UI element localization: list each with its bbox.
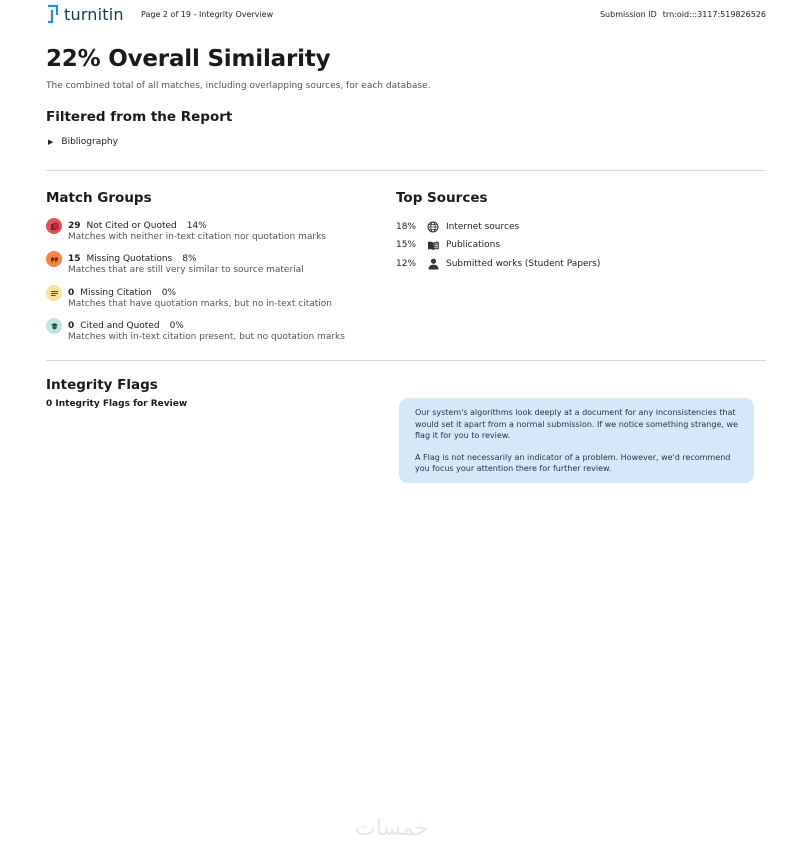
group-description: Matches with neither in-text citation nor quotation marks: [68, 232, 326, 242]
info-paragraph: A Flag is not necessarily an indicator of a problem. However, we'd recommend you focus your attention there for further review.: [415, 452, 731, 473]
source-percent: 18%: [396, 222, 417, 232]
group-label: Cited and Quoted: [80, 321, 160, 331]
info-paragraph: Our system's algorithms look deeply at a document for any inconsistencies that would set it apart from a normal submission. If we notice something strange, we flag it for you to review.: [415, 408, 738, 440]
cited-quoted-icon: [46, 318, 62, 334]
submission-value: trn:oid:::3117:519826526: [662, 10, 766, 19]
logo-text: turnitin: [64, 4, 124, 24]
group-description: Matches that are still very similar to source material: [68, 265, 304, 275]
group-percent: 14%: [186, 221, 207, 231]
not-cited-icon: [46, 218, 62, 234]
divider: [46, 170, 766, 171]
source-label: Internet sources: [446, 222, 520, 232]
page-title: 22% Overall Similarity: [46, 46, 331, 72]
page-subtitle: The combined total of all matches, including overlapping sources, for each database.: [46, 81, 431, 91]
filtered-item-label: Bibliography: [61, 137, 118, 147]
group-count: 29: [68, 221, 81, 231]
submission-id: [600, 10, 766, 19]
missing-citation-icon: [46, 285, 62, 301]
caret-right-icon: ▶: [48, 138, 54, 146]
filtered-heading: Filtered from the Report: [46, 109, 233, 125]
integrity-flags-count: 0 Integrity Flags for Review: [46, 399, 188, 409]
filtered-item-bibliography[interactable]: [48, 137, 118, 147]
match-group-missing-quotations: [46, 252, 366, 275]
group-description: Matches with in-text citation present, but no quotation marks: [68, 332, 345, 342]
source-label: Publications: [446, 240, 501, 250]
group-percent: 0%: [169, 321, 184, 331]
top-sources-heading: Top Sources: [396, 190, 488, 206]
integrity-info-box: [399, 398, 754, 483]
group-label: Not Cited or Quoted: [86, 221, 177, 231]
turnitin-logo-icon: [46, 4, 60, 24]
source-submitted-works: [396, 257, 600, 271]
group-count: 0: [68, 288, 75, 298]
group-count: 15: [68, 254, 81, 264]
page-info: Page 2 of 19 - Integrity Overview: [141, 10, 274, 19]
person-icon: [426, 257, 440, 271]
group-description: Matches that have quotation marks, but no in-text citation: [68, 299, 332, 309]
integrity-flags-heading: Integrity Flags: [46, 377, 158, 393]
page-header: [46, 4, 766, 28]
turnitin-logo: [46, 4, 124, 24]
group-label: Missing Citation: [80, 288, 152, 298]
source-percent: 15%: [396, 240, 417, 250]
match-group-not-cited: [46, 219, 366, 242]
group-label: Missing Quotations: [86, 254, 173, 264]
source-internet: [396, 220, 519, 234]
group-percent: 0%: [161, 288, 177, 298]
divider: [46, 360, 766, 361]
source-percent: 12%: [396, 259, 417, 269]
group-count: 0: [68, 321, 75, 331]
submission-label: Submission ID: [599, 10, 657, 19]
source-publications: [396, 238, 500, 252]
globe-icon: [426, 220, 440, 234]
group-percent: 8%: [182, 254, 197, 264]
book-icon: [426, 238, 440, 252]
match-group-cited-quoted: [46, 319, 366, 342]
watermark: خمسات: [355, 816, 429, 841]
match-groups-heading: Match Groups: [46, 190, 152, 206]
source-label: Submitted works (Student Papers): [446, 259, 601, 269]
missing-quotations-icon: [46, 251, 62, 267]
match-group-missing-citation: [46, 286, 366, 309]
